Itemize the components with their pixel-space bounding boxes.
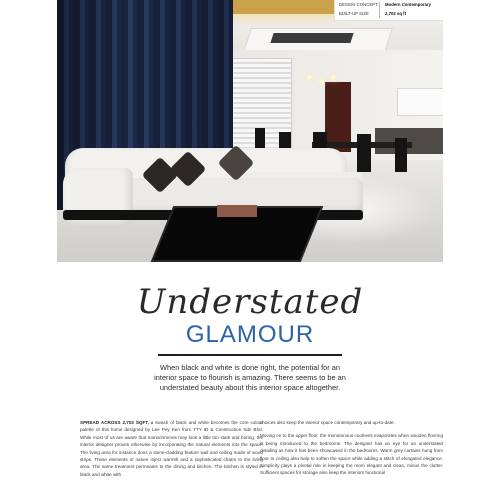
info-value: 2,702 sq ft bbox=[385, 11, 407, 16]
photo-bar-stool bbox=[395, 138, 407, 172]
photo-kitchen-cabinets bbox=[397, 88, 443, 116]
info-row-design-concept bbox=[339, 2, 432, 7]
photo-dining-chair bbox=[357, 134, 371, 172]
body-paragraph bbox=[80, 419, 263, 478]
info-divider bbox=[379, 2, 380, 18]
body-column-right bbox=[260, 419, 443, 483]
photo-ceiling-cove-light bbox=[217, 0, 347, 14]
info-row-built-up-size bbox=[339, 11, 407, 16]
headline-rule bbox=[158, 354, 342, 356]
living-room-photo bbox=[57, 0, 443, 262]
photo-pendant-lamp bbox=[307, 75, 312, 80]
info-value: Modern Contemporary bbox=[385, 2, 432, 7]
photo-pendant-lamp bbox=[319, 79, 324, 84]
project-info-box bbox=[334, 0, 444, 21]
photo-dining-chair bbox=[255, 128, 265, 150]
body-paragraph: Moving on to the upper floor, the monotonous coolness evaporates when wooden flooring is being introduced to the bedrooms. The designer has an eye for an understated detailing as how it has been showcased in the bedrooms. Warm grey curtains hung from floor to ceiling also help to soften the space while adding a stitch of elongated elegance. Simplicity plays a pivotal role in keeping the room elegant and clean, minus the clutter. Sufficient spaces for storage also keep the interiors functional bbox=[260, 433, 443, 476]
headline-main: GLAMOUR bbox=[185, 321, 315, 348]
photo-table-decor bbox=[217, 205, 257, 217]
photo-pendant-lamp bbox=[331, 75, 336, 80]
intro-text: When black and white is done right, the potential for an interior space to flourish is amazing. There seems to be an understated beauty about this interior space altogether. bbox=[154, 363, 346, 392]
photo-kitchen-counter bbox=[375, 128, 443, 154]
headline-script: Understated bbox=[136, 282, 364, 322]
body-column-left bbox=[80, 419, 263, 484]
paragraph-text: a swash of black and white becomes the core colour palette of this home designed by Lee Pey Ken from TTY ID & Construction Sdn Bhd. While most of us are aware that monochromes may look a little too stark and boring, the interior designer proves otherwise by incorporating the natural elements into the space. The living area for instance dons a stone-cladding feature wall and ceiling made of wood strips. These elements of nature inject warmth and a sophisticated charm to the living area. The same treatment permeates to the dining and kitchen. The kitchen is styled in black and white with bbox=[80, 420, 263, 477]
photo-ceiling-vent bbox=[270, 33, 353, 43]
lead-in: SPREAD ACROSS 2,702 SQFT, bbox=[80, 420, 149, 425]
body-paragraph: choices also keep the interior space contemporary and up-to-date. bbox=[260, 420, 395, 425]
info-label: DESIGN CONCEPT bbox=[339, 2, 378, 7]
info-label: BUILT-UP SIZE bbox=[339, 11, 369, 16]
